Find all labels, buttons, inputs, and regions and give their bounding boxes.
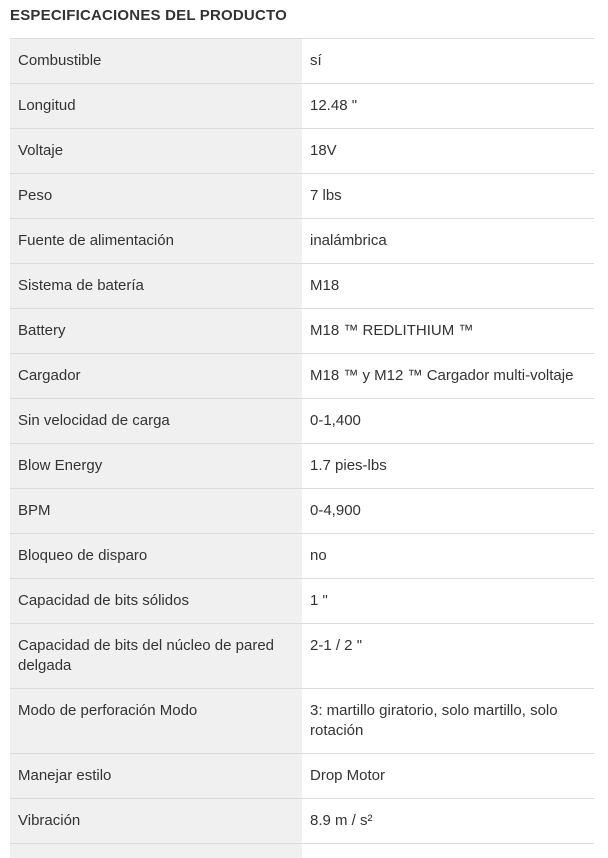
spec-label: Battery bbox=[10, 309, 302, 354]
spec-value: Drop Motor bbox=[302, 754, 594, 799]
spec-label: Bloqueo de disparo bbox=[10, 534, 302, 579]
spec-label: Vibración bbox=[10, 799, 302, 844]
spec-row bbox=[10, 579, 594, 624]
spec-value: 1 " bbox=[302, 579, 594, 624]
section-title: ESPECIFICACIONES DEL PRODUCTO bbox=[10, 7, 287, 24]
spec-row bbox=[10, 219, 594, 264]
spec-label: Cargador bbox=[10, 354, 302, 399]
spec-label: Sistema de batería bbox=[10, 264, 302, 309]
spec-row bbox=[10, 844, 594, 858]
spec-label: Modo de perforación Modo bbox=[10, 689, 302, 754]
spec-value: 12.48 " bbox=[302, 84, 594, 129]
spec-value: 0-4,900 bbox=[302, 489, 594, 534]
specs-table bbox=[10, 38, 594, 858]
spec-value: inalámbrica bbox=[302, 219, 594, 264]
spec-row bbox=[10, 39, 594, 84]
spec-label: Peso bbox=[10, 174, 302, 219]
spec-label: Manejar estilo bbox=[10, 754, 302, 799]
spec-label: Capacidad de bits del núcleo de pared delgada bbox=[10, 624, 302, 689]
spec-value: M18 ™ REDLITHIUM ™ bbox=[302, 309, 594, 354]
spec-value: no bbox=[302, 534, 594, 579]
spec-value: 8.9 m / s² bbox=[302, 799, 594, 844]
spec-value: M18 bbox=[302, 264, 594, 309]
spec-row bbox=[10, 129, 594, 174]
spec-row bbox=[10, 689, 594, 754]
spec-row bbox=[10, 624, 594, 689]
spec-value: 0-1,400 bbox=[302, 399, 594, 444]
spec-label: Capacidad de bits sólidos bbox=[10, 579, 302, 624]
spec-label: Blow Energy bbox=[10, 444, 302, 489]
spec-row bbox=[10, 444, 594, 489]
spec-row bbox=[10, 754, 594, 799]
spec-value: M18 ™ y M12 ™ Cargador multi-voltaje bbox=[302, 354, 594, 399]
spec-row bbox=[10, 309, 594, 354]
spec-row bbox=[10, 399, 594, 444]
spec-value: 7 lbs bbox=[302, 174, 594, 219]
spec-row bbox=[10, 174, 594, 219]
spec-label: Voltaje bbox=[10, 129, 302, 174]
spec-value bbox=[302, 844, 594, 858]
spec-row bbox=[10, 84, 594, 129]
spec-label: Longitud bbox=[10, 84, 302, 129]
spec-value: 2-1 / 2 " bbox=[302, 624, 594, 689]
spec-row bbox=[10, 534, 594, 579]
spec-value: 1.7 pies-lbs bbox=[302, 444, 594, 489]
spec-row bbox=[10, 354, 594, 399]
spec-label: Fuente de alimentación bbox=[10, 219, 302, 264]
spec-value: 3: martillo giratorio, solo martillo, solo rotación bbox=[302, 689, 594, 754]
spec-label bbox=[10, 844, 302, 858]
spec-label: Combustible bbox=[10, 39, 302, 84]
spec-value: 18V bbox=[302, 129, 594, 174]
spec-value: sí bbox=[302, 39, 594, 84]
spec-row bbox=[10, 799, 594, 844]
spec-row bbox=[10, 264, 594, 309]
spec-label: Sin velocidad de carga bbox=[10, 399, 302, 444]
spec-row bbox=[10, 489, 594, 534]
spec-label: BPM bbox=[10, 489, 302, 534]
